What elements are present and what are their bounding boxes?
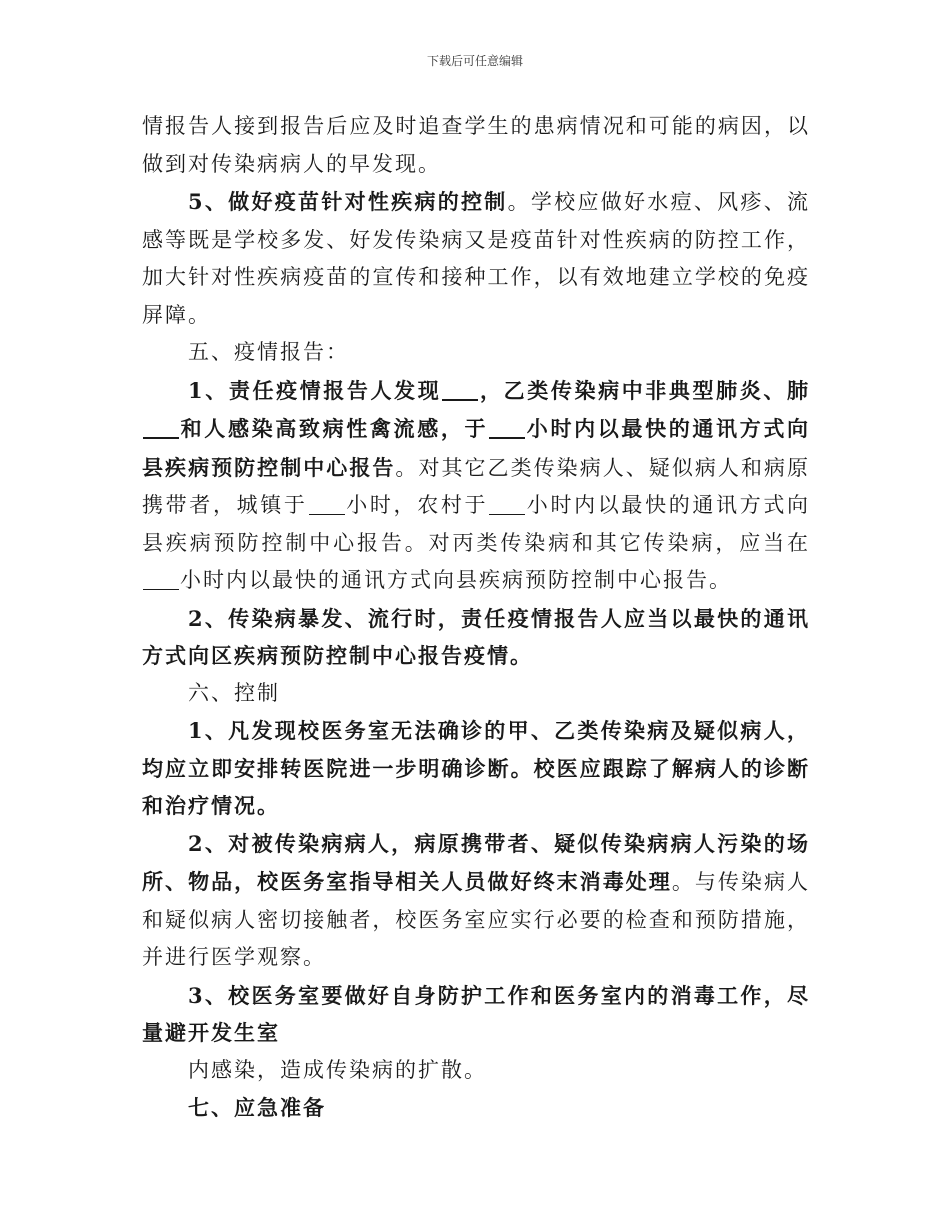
bold-text: 1、责任疫情报告人发现 <box>188 377 442 403</box>
paragraph-text: 。学校应做好水痘、风疹、流感等既是学校多发、好发传染病又是疫苗针对性疾病的防控工作，加大针对性疾病疫苗的宣传和接种工作，以有效地建立学校的免疫屏障。 <box>142 190 810 327</box>
paragraph-self-protection: 3、校医务室要做好自身防护工作和医务室内的消毒工作，尽量避开发生室 <box>142 982 810 1045</box>
page-header: 下载后可任意编辑 <box>426 54 523 68</box>
paragraph-referral: 1、凡发现校医务室无法确诊的甲、乙类传染病及疑似病人，均应立即安排转医院进一步明确诊断。校医应跟踪了解病人的诊断和治疗情况。 <box>142 718 810 818</box>
paragraph-report-timing <box>142 372 810 600</box>
paragraph-continuation: 情报告人接到报告后应及时追查学生的患病情况和可能的病因，以做到对传染病病人的早发现。 <box>142 114 810 176</box>
bold-text: ，乙类传染病中非典型肺炎、肺 <box>479 377 810 403</box>
bold-text: 小时内以最快的通讯方式向县疾病预防控制中心报告 <box>142 416 811 480</box>
fill-blank <box>143 416 179 439</box>
fill-blank <box>442 378 478 401</box>
paragraph-outbreak-report: 2、传染病暴发、流行时，责任疫情报告人应当以最快的通讯方式向区疾病预防控制中心报告疫情。 <box>142 605 810 668</box>
bold-text: 和人感染高致病性禽流感，于 <box>180 416 489 441</box>
paragraph-text: 小时内以最快的通讯方式向县疾病预防控制中心报告。 <box>180 568 732 592</box>
paragraph-text: 小时内以最快的通讯方式向县疾病预防控制中心报告。对丙类传染病和其它传染病，应当在 <box>142 493 811 555</box>
paragraph-lead-bold: 2、对被传染病病人，病原携带者、疑似传染病病人污染的场所、物品，校医务室指导相关人员做好终末消毒处理 <box>142 830 810 894</box>
section-heading-epidemic-report: 五、疫情报告： <box>188 340 349 364</box>
paragraph-vaccine-control <box>142 183 810 334</box>
fill-blank <box>143 568 179 590</box>
section-heading-emergency-prep: 七、应急准备 <box>188 1095 326 1120</box>
section-heading-control: 六、控制 <box>188 680 280 705</box>
paragraph-text: 小时，农村于 <box>345 493 489 517</box>
fill-blank <box>489 416 525 439</box>
paragraph-disinfection <box>142 825 810 977</box>
fill-blank <box>489 493 525 515</box>
paragraph-infection-spread: 内感染，造成传染病的扩散。 <box>188 1057 487 1082</box>
paragraph-text: 。对其它乙类传染病人、疑似病人和病原携带者，城镇于 <box>142 455 811 517</box>
paragraph-text: 。与传染病人和疑似病人密切接触者，校医务室应实行必要的检查和预防措施，并进行医学观察。 <box>142 870 811 969</box>
fill-blank <box>309 493 345 515</box>
paragraph-lead-bold: 5、做好疫苗针对性疾病的控制 <box>188 189 508 214</box>
document-body <box>142 108 810 1127</box>
